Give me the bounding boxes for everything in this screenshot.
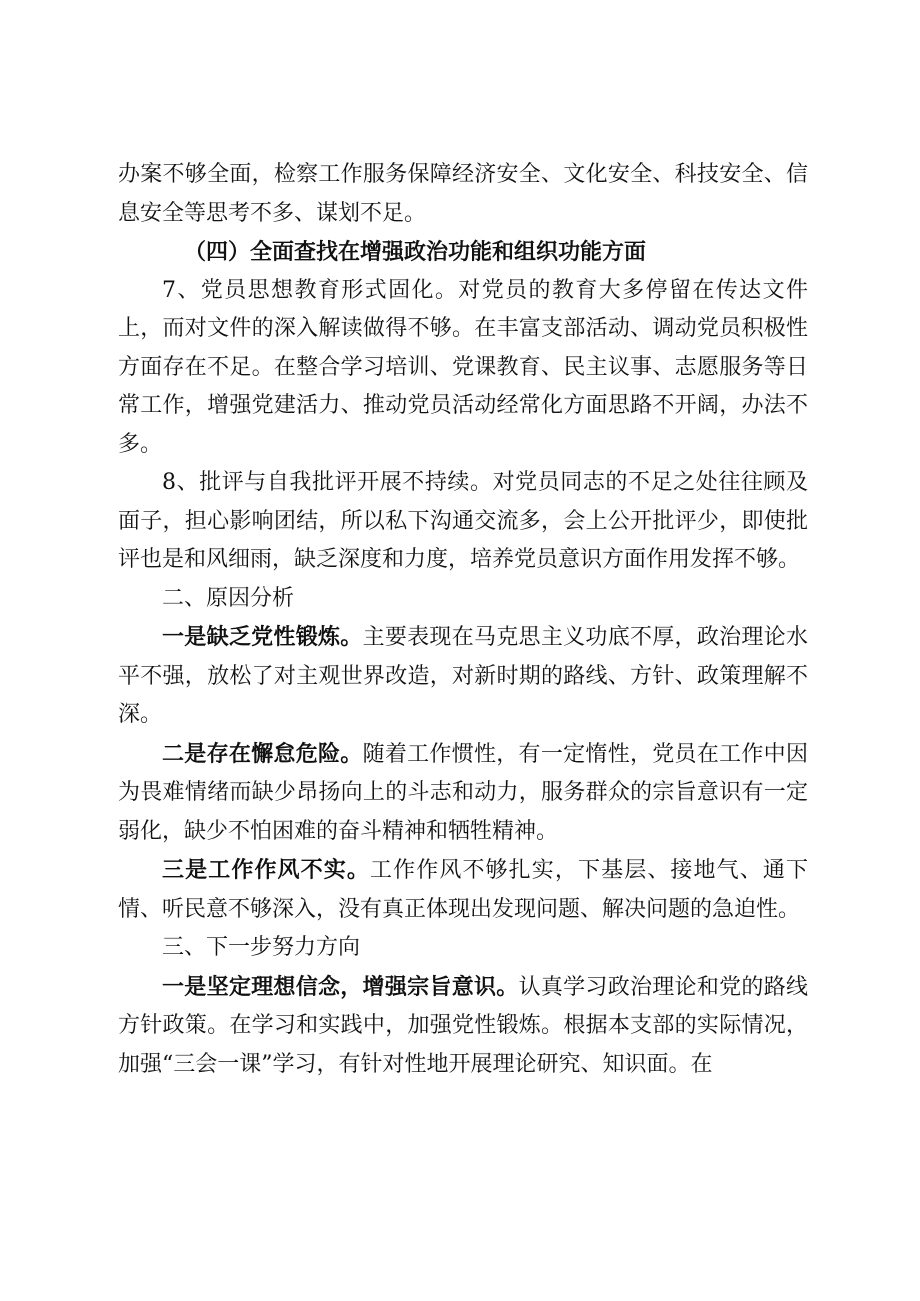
cause-2-lead: 二是存在懈怠危险。 [162,740,363,767]
cause-2-paragraph [118,735,808,852]
document-page [118,156,808,1084]
cause-3-paragraph [118,851,808,929]
section-heading-cause-analysis: 二、原因分析 [162,585,295,611]
item-8-paragraph: 8、批评与自我批评开展不持续。对党员同志的不足之处往往顾及面子，担心影响团结，所以私下沟通交流多，会上公开批评少，即使批评也是和风细雨，缺乏深度和力度，培养党员意识方面作用发挥不够。 [118,470,808,572]
direction-1-lead: 一是坚定理想信念，增强宗旨意识。 [162,973,519,1000]
direction-1-paragraph [118,968,808,1085]
cause-1-body: 主要表现在马克思主义功底不厚，政治理论水平不强，放松了对主观世界改造，对新时期的路线、方针、政策理解不深。 [118,625,808,727]
cause-3-lead: 三是工作作风不实。 [162,857,370,883]
continuation-paragraph: 办案不够全面，检察工作服务保障经济安全、文化安全、科技安全、信息安全等思考不多、谋划不足。 [118,162,808,226]
direction-1-body: 认真学习政治理论和党的路线方针政策。在学习和实践中，加强党性锻炼。根据本支部的实际情况，加强“三会一课”学习，有针对性地开展理论研究、知识面。在 [118,974,808,1077]
subsection-heading-four: （四）全面查找在增强政治功能和组织功能方面 [184,239,647,265]
section-heading-next-steps: 三、下一步努力方向 [162,935,361,960]
cause-1-lead: 一是缺乏党性锻炼。 [162,624,363,650]
item-7-paragraph: 7、党员思想教育形式固化。对党员的教育大多停留在传达文件上，而对文件的深入解读做得不够。在丰富支部活动、调动党员积极性方面存在不足。在整合学习培训、党课教育、民主议事、志愿服务等日常工作，增强党建活力、推动党员活动经常化方面思路不开阔，办法不多。 [118,277,808,457]
cause-2-body: 随着工作惯性，有一定惰性，党员在工作中因为畏难情绪而缺少昂扬向上的斗志和动力，服务群众的宗旨意识有一定弱化，缺少不怕困难的奋斗精神和牺牲精神。 [118,741,808,844]
cause-3-body: 工作作风不够扎实，下基层、接地气、通下情、听民意不够深入，没有真正体现出发现问题、解决问题的急迫性。 [118,858,808,922]
cause-1-paragraph [118,618,808,735]
